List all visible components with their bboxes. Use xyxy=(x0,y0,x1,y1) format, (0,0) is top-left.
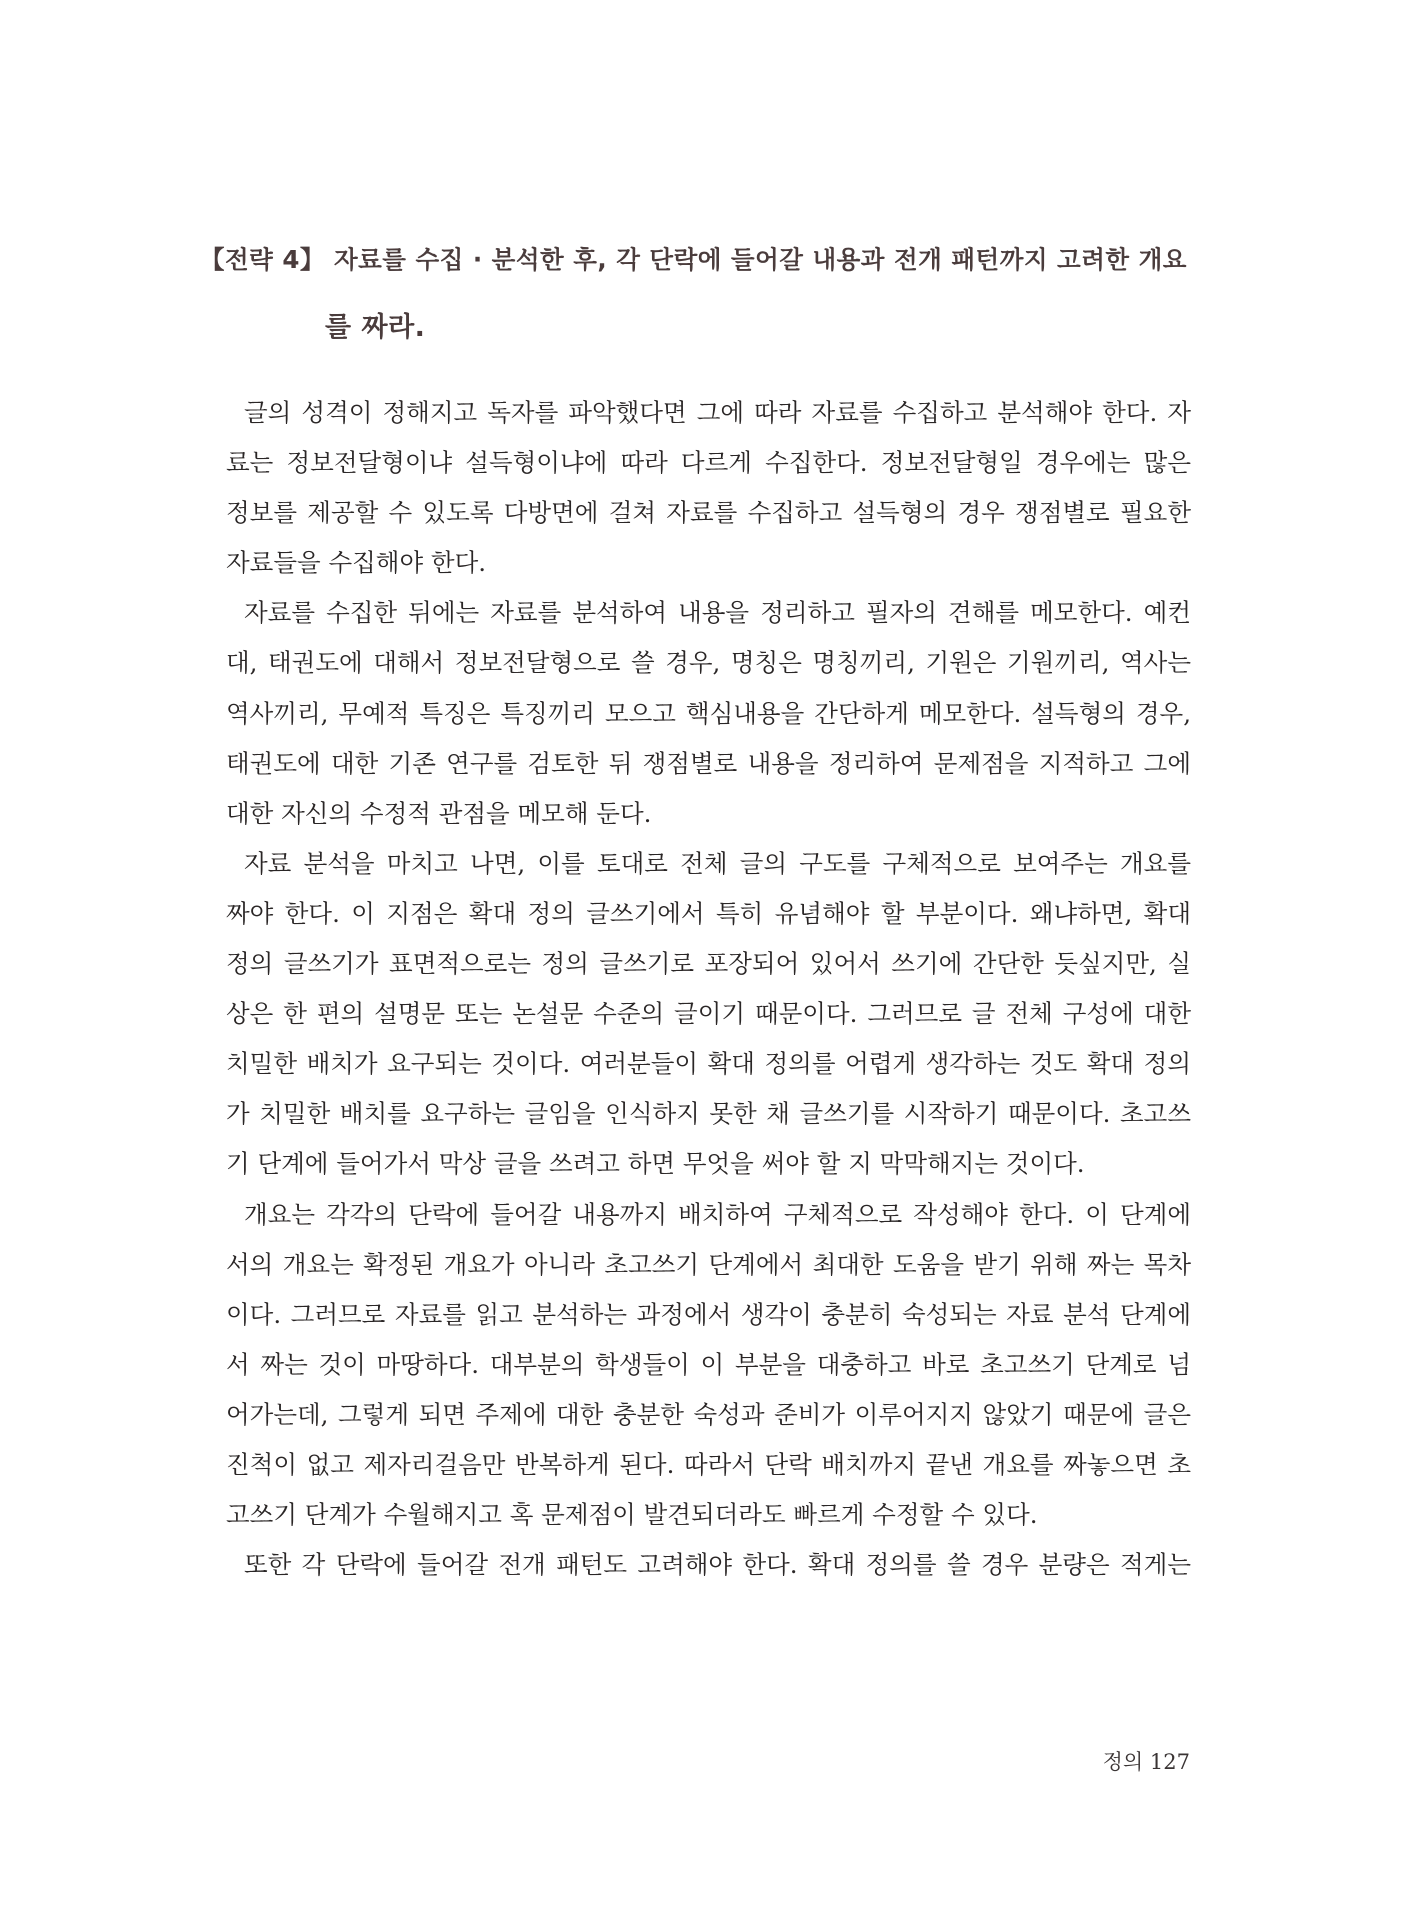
body-line: 자료 분석을 마치고 나면, 이를 토대로 전체 글의 구도를 구체적으로 보여주는 개요를 xyxy=(244,848,1191,878)
body-line: 역사끼리, 무예적 특징은 특징끼리 모으고 핵심내용을 간단하게 메모한다. 설득형의 경우, xyxy=(226,698,1191,728)
body-line: 짜야 한다. 이 지점은 확대 정의 글쓰기에서 특히 유념해야 할 부분이다. 왜냐하면, 확대 xyxy=(226,898,1191,928)
body-line: 대한 자신의 수정적 관점을 메모해 둔다. xyxy=(226,798,652,828)
page-footer xyxy=(1080,1746,1190,1776)
page-number: 127 xyxy=(1149,1750,1190,1774)
body-line: 상은 한 편의 설명문 또는 논설문 수준의 글이기 때문이다. 그러므로 글 전체 구성에 대한 xyxy=(226,999,1191,1029)
body-line: 서 짜는 것이 마땅하다. 대부분의 학생들이 이 부분을 대충하고 바로 초고쓰기 단계로 넘 xyxy=(226,1349,1191,1379)
body-line: 대, 태권도에 대해서 정보전달형으로 쓸 경우, 명칭은 명칭끼리, 기원은 기원끼리, 역사는 xyxy=(226,648,1191,678)
body-line: 정보를 제공할 수 있도록 다방면에 걸쳐 자료를 수집하고 설득형의 경우 쟁점별로 필요한 xyxy=(226,498,1191,528)
body-line: 글의 성격이 정해지고 독자를 파악했다면 그에 따라 자료를 수집하고 분석해야 한다. 자 xyxy=(244,398,1191,427)
body-line: 자료를 수집한 뒤에는 자료를 분석하여 내용을 정리하고 필자의 견해를 메모한다. 예컨 xyxy=(244,598,1191,628)
body-line: 태권도에 대한 기존 연구를 검토한 뒤 쟁점별로 내용을 정리하여 문제점을 지적하고 그에 xyxy=(226,748,1191,778)
body-text xyxy=(226,388,1191,1590)
body-line: 료는 정보전달형이냐 설득형이냐에 따라 다르게 수집한다. 정보전달형일 경우에는 많은 xyxy=(226,448,1191,478)
body-line: 또한 각 단락에 들어갈 전개 패턴도 고려해야 한다. 확대 정의를 쓸 경우 분량은 적게는 xyxy=(244,1550,1191,1580)
running-section-title: 정의 xyxy=(1102,1750,1144,1774)
body-line: 서의 개요는 확정된 개요가 아니라 초고쓰기 단계에서 최대한 도움을 받기 위해 짜는 목차 xyxy=(226,1249,1191,1279)
section-heading xyxy=(200,226,1200,362)
body-line: 정의 글쓰기가 표면적으로는 정의 글쓰기로 포장되어 있어서 쓰기에 간단한 듯싶지만, 실 xyxy=(226,949,1191,979)
body-line: 고쓰기 단계가 수월해지고 혹 문제점이 발견되더라도 빠르게 수정할 수 있다. xyxy=(226,1500,1038,1530)
body-line: 개요는 각각의 단락에 들어갈 내용까지 배치하여 구체적으로 작성해야 한다. 이 단계에 xyxy=(244,1199,1191,1229)
heading-line-1: 【전략 4】 자료를 수집 · 분석한 후, 각 단락에 들어갈 내용과 전개 패턴까지 고려한 개요 xyxy=(200,245,1187,274)
body-line: 자료들을 수집해야 한다. xyxy=(226,548,487,578)
body-line: 어가는데, 그렇게 되면 주제에 대한 충분한 숙성과 준비가 이루어지지 않았기 때문에 글은 xyxy=(226,1399,1191,1429)
heading-line-2: 를 짜라. xyxy=(325,312,426,343)
body-line: 기 단계에 들어가서 막상 글을 쓰려고 하면 무엇을 써야 할 지 막막해지는 것이다. xyxy=(226,1149,1085,1179)
body-line: 가 치밀한 배치를 요구하는 글임을 인식하지 못한 채 글쓰기를 시작하기 때문이다. 초고쓰 xyxy=(226,1099,1191,1129)
body-line: 진척이 없고 제자리걸음만 반복하게 된다. 따라서 단락 배치까지 끝낸 개요를 짜놓으면 초 xyxy=(226,1449,1191,1479)
body-line: 이다. 그러므로 자료를 읽고 분석하는 과정에서 생각이 충분히 숙성되는 자료 분석 단계에 xyxy=(226,1299,1191,1329)
body-line: 치밀한 배치가 요구되는 것이다. 여러분들이 확대 정의를 어렵게 생각하는 것도 확대 정의 xyxy=(226,1049,1191,1079)
